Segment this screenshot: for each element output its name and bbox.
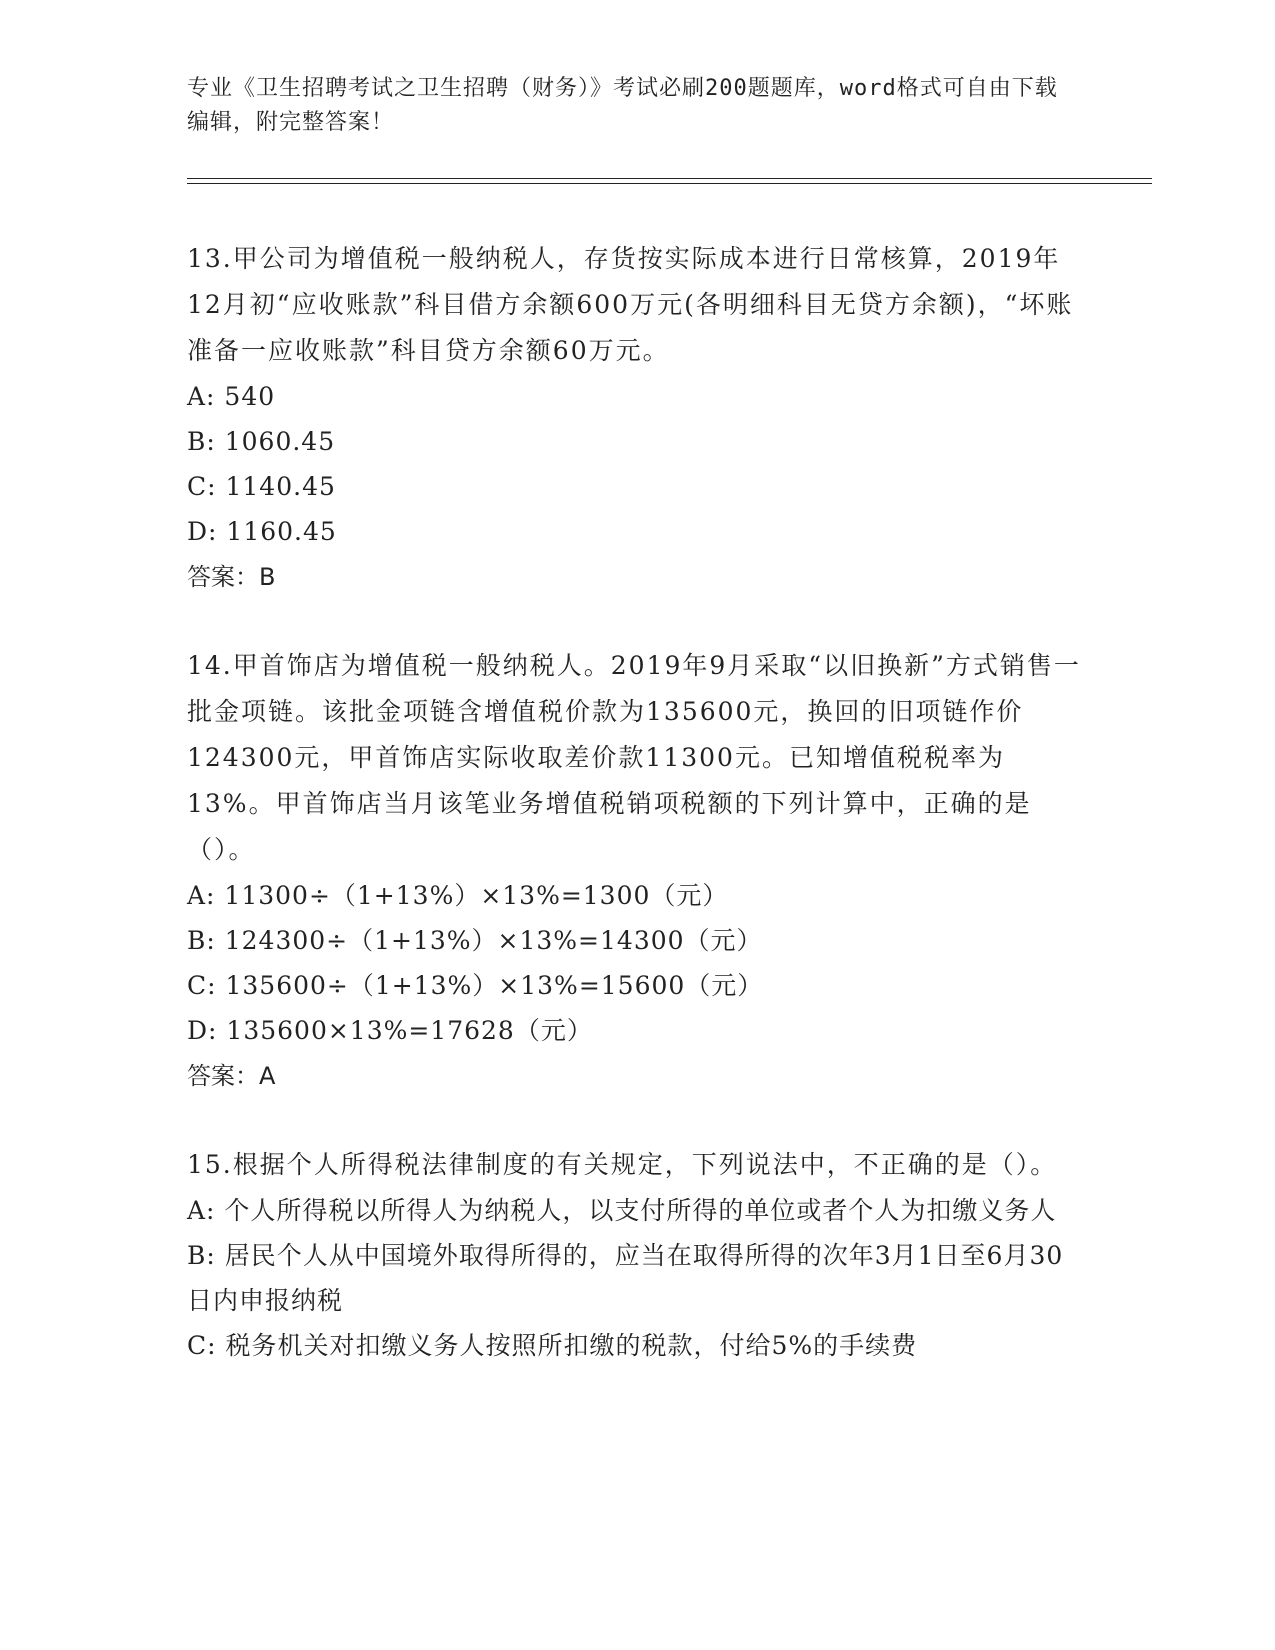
question-list <box>187 236 1087 1411</box>
header-divider-top <box>187 178 1152 179</box>
option-b: B: 1060.45 <box>187 427 336 456</box>
option-d: D: 135600×13%=17628（元） <box>187 1016 593 1045</box>
option-b: B: 124300÷（1+13%）×13%=14300（元） <box>187 926 763 955</box>
option-c: C: 税务机关对扣缴义务人按照所扣缴的税款，付给5%的手续费 <box>187 1331 918 1360</box>
option-a: A: 11300÷（1+13%）×13%=1300（元） <box>187 881 729 910</box>
question-13 <box>187 236 1087 600</box>
question-stem: 14.甲首饰店为增值税一般纳税人。2019年9月采取“以旧换新”方式销售一批金项链。该批金项链含增值税价款为135600元，换回的旧项链作价124300元，甲首饰店实际收取差价款11300元。已知增值税税率为13%。甲首饰店当月该笔业务增值税销项税额的下列计算中，正确的是（）。 <box>187 651 1081 864</box>
option-c: C: 135600÷（1+13%）×13%=15600（元） <box>187 971 764 1000</box>
option-a: A: 个人所得税以所得人为纳税人，以支付所得的单位或者个人为扣缴义务人 <box>187 1196 1057 1225</box>
option-a: A: 540 <box>187 382 276 411</box>
answer-label: 答案：B <box>187 563 276 591</box>
question-15 <box>187 1142 1087 1368</box>
header-divider-bottom <box>187 183 1152 184</box>
option-b: B: 居民个人从中国境外取得所得的，应当在取得所得的次年3月1日至6月30日内申报纳税 <box>187 1241 1064 1315</box>
option-c: C: 1140.45 <box>187 472 336 501</box>
question-14 <box>187 643 1087 1099</box>
header-title: 专业《卫生招聘考试之卫生招聘（财务）》考试必刷200题题库，word格式可自由下载编辑，附完整答案！ <box>187 76 1058 135</box>
option-d: D: 1160.45 <box>187 517 337 546</box>
answer-label: 答案：A <box>187 1062 276 1090</box>
question-stem: 15.根据个人所得税法律制度的有关规定，下列说法中，不正确的是（）。 <box>187 1150 1058 1179</box>
question-stem: 13.甲公司为增值税一般纳税人，存货按实际成本进行日常核算，2019年12月初“应收账款”科目借方余额600万元(各明细科目无贷方余额)，“坏账准备一应收账款”科目贷方余额60万元。 <box>187 244 1074 365</box>
document-header <box>187 72 1067 140</box>
